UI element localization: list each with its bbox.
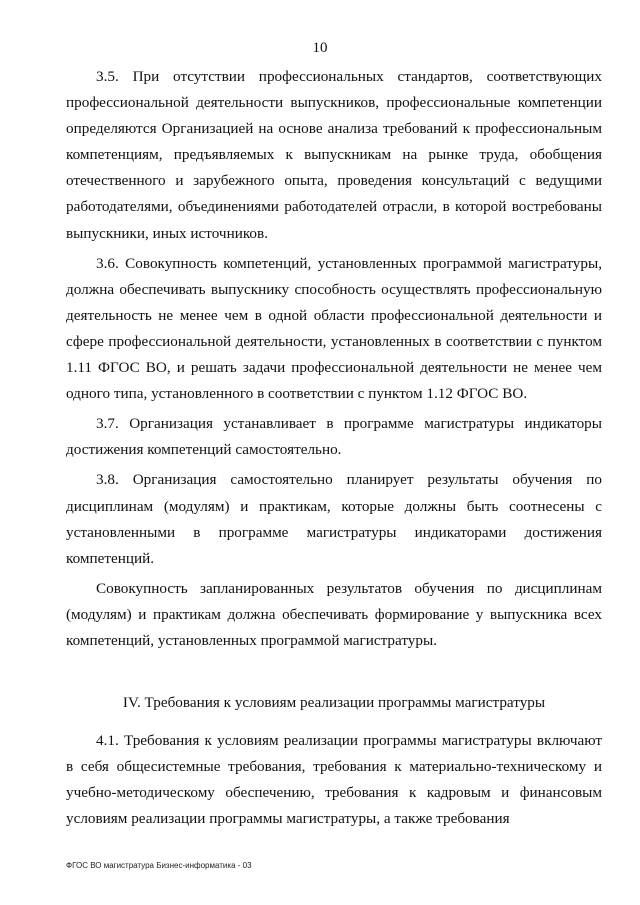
paragraph-3-6: 3.6. Совокупность компетенций, установленных программой магистратуры, должна обеспечивать выпускнику способность осуществлять профессиональную деятельность не менее чем в одной области профессиональной деятельности и сфере профессиональной деятельности, установленных в соответствии с пунктом 1.11 ФГОС ВО, и решать задачи профессиональной деятельности не менее чем одного типа, установленного в соответствии с пунктом 1.12 ФГОС ВО. xyxy=(66,254,602,403)
page-number: 10 xyxy=(312,40,328,56)
paragraph-learning-outcomes: Совокупность запланированных результатов обучения по дисциплинам (модулям) и практикам должна обеспечивать формирование у выпускника всех компетенций, установленных программой магистратуры. xyxy=(66,579,602,649)
paragraph-3-7: 3.7. Организация устанавливает в программе магистратуры индикаторы достижения компетенций самостоятельно. xyxy=(66,415,602,459)
paragraph-3-5: 3.5. При отсутствии профессиональных стандартов, соответствующих профессиональной деятельности выпускников, профессиональные компетенции определяются Организацией на основе анализа требований к профессиональным компетенциям, предъявляемых к выпускникам на рынке труда, обобщения отечественного и зарубежного опыта, проведения консультаций с ведущими работодателями, объединениями работодателей отрасли, в которой востребованы выпускники, иных источников. xyxy=(66,68,602,242)
footer-text: ФГОС ВО магистратура Бизнес-информатика - 03 xyxy=(66,861,252,870)
paragraph-3-8: 3.8. Организация самостоятельно планирует результаты обучения по дисциплинам (модулям) и практикам, которые должны быть соотнесены с установленными в программе магистратуры индикаторами достижения компетенций. xyxy=(66,471,602,567)
document-body xyxy=(66,64,602,837)
paragraph-4-1: 4.1. Требования к условиям реализации программы магистратуры включают в себя общесистемные требования, требования к материально-техническому и учебно-методическому обеспечению, требования к кадровым и финансовым условиям реализации программы магистратуры, а также требования xyxy=(66,732,602,828)
section-heading: IV. Требования к условиям реализации программы магистратуры xyxy=(122,694,546,712)
